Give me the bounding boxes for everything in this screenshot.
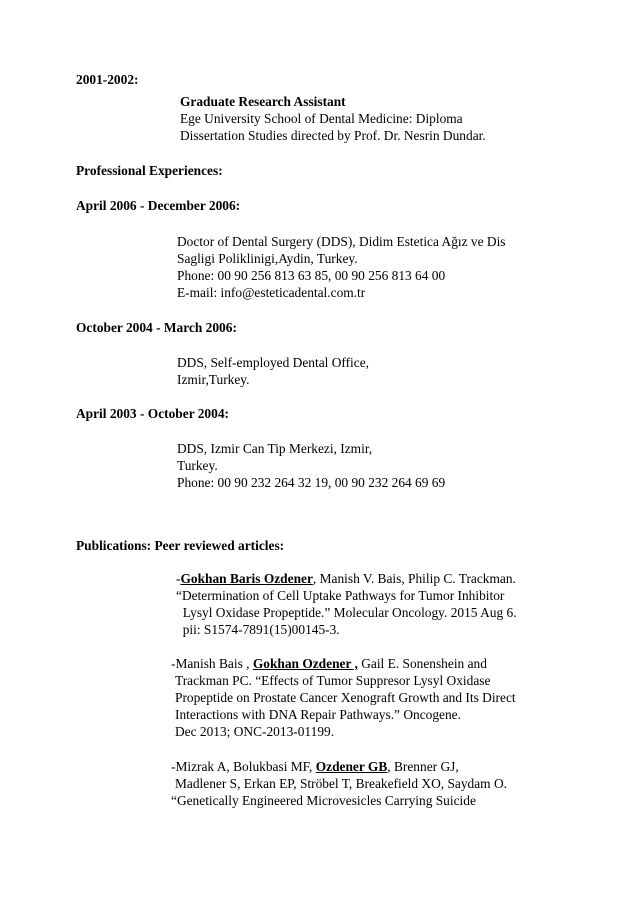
article-line: Madlener S, Erkan EP, Ströbel T, Breakefield XO, Saydam O. [175, 776, 507, 791]
experience-line: Phone: 00 90 232 264 32 19, 00 90 232 264 69 69 [177, 475, 446, 490]
education-detail: Ege University School of Dental Medicine: Diploma [180, 111, 463, 126]
author-prefix: - [176, 571, 181, 586]
article-line: Lysyl Oxidase Propeptide.” Molecular Oncology. 2015 Aug 6. [176, 605, 517, 620]
author-suffix: Gail E. Sonenshein and [357, 656, 487, 671]
author-prefix: -Manish Bais , [171, 656, 253, 671]
article-authors [176, 571, 516, 587]
experience-line: DDS, Self-employed Dental Office, [177, 355, 370, 370]
article-line: “Determination of Cell Uptake Pathways for Tumor Inhibitor [176, 588, 505, 603]
article-line: Propeptide on Prostate Cancer Xenograft Growth and Its Direct [175, 690, 516, 705]
article-line: “Genetically Engineered Microvesicles Carrying Suicide [171, 793, 476, 808]
article-authors [171, 656, 487, 672]
experience-period: April 2003 - October 2004: [76, 406, 229, 421]
article-line: pii: S1574-7891(15)00145-3. [176, 622, 340, 637]
experience-line: Phone: 00 90 256 813 63 85, 00 90 256 813 64 00 [177, 268, 446, 283]
education-detail: Dissertation Studies directed by Prof. Dr. Nesrin Dundar. [180, 128, 486, 143]
experience-period: April 2006 - December 2006: [76, 198, 241, 213]
experience-period: October 2004 - March 2006: [76, 320, 237, 335]
education-period: 2001-2002: [76, 72, 139, 87]
article-line: Interactions with DNA Repair Pathways.” Oncogene. [175, 707, 461, 722]
highlighted-author: Ozdener GB [315, 759, 388, 774]
experience-line: DDS, Izmir Can Tip Merkezi, Izmir, [177, 441, 373, 456]
author-prefix: -Mizrak A, Bolukbasi MF, [171, 759, 316, 774]
article-authors [171, 759, 459, 775]
highlighted-author: Gokhan Baris Ozdener [180, 571, 313, 586]
article-line: Trackman PC. “Effects of Tumor Suppresor Lysyl Oxidase [175, 673, 491, 688]
author-suffix: , Manish V. Bais, Philip C. Trackman. [312, 571, 516, 586]
professional-heading: Professional Experiences: [76, 163, 223, 178]
experience-line: Turkey. [177, 458, 218, 473]
experience-line: Sagligi Poliklinigi,Aydin, Turkey. [177, 251, 358, 266]
experience-email: E-mail: info@esteticadental.com.tr [177, 285, 366, 300]
highlighted-author: Gokhan Ozdener , [252, 656, 358, 671]
author-suffix: , Brenner GJ, [387, 759, 459, 774]
experience-line: Izmir,Turkey. [177, 372, 250, 387]
experience-line: Doctor of Dental Surgery (DDS), Didim Estetica Ağız ve Dis [177, 234, 506, 249]
publications-heading: Publications: Peer reviewed articles: [76, 538, 285, 553]
article-line: Dec 2013; ONC-2013-01199. [175, 724, 335, 739]
education-position: Graduate Research Assistant [180, 94, 346, 109]
